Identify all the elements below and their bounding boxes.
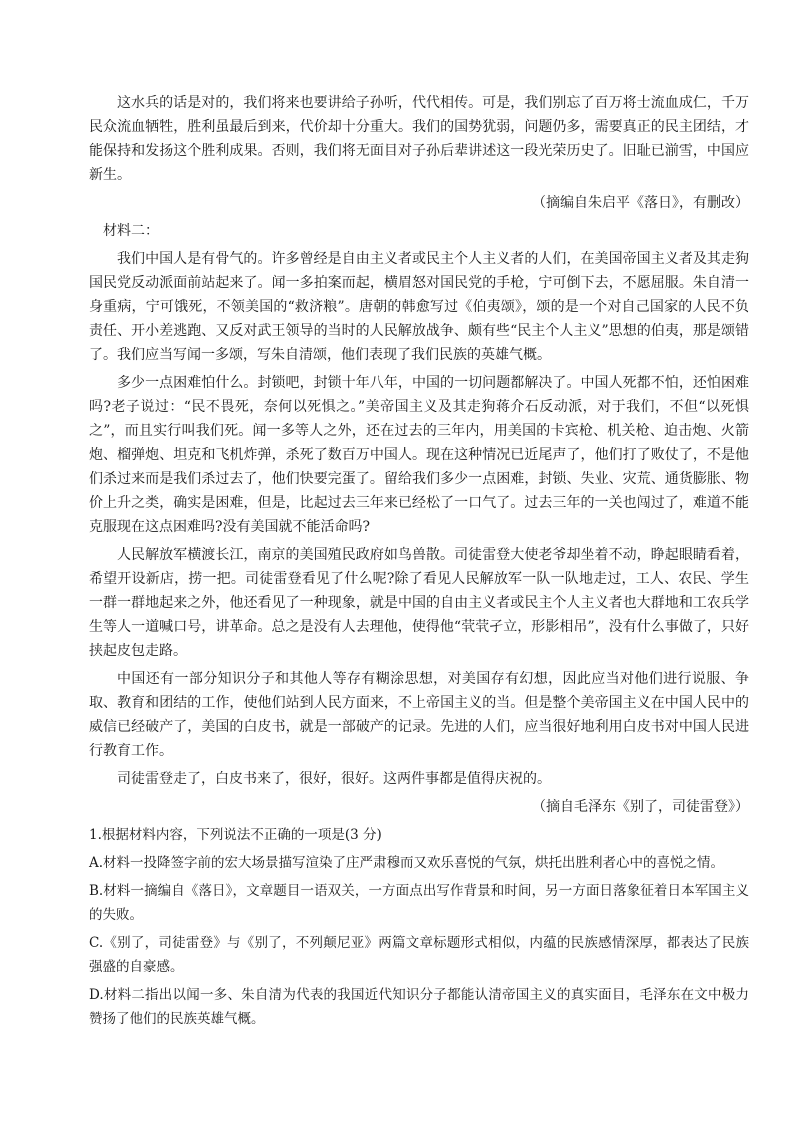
material1-source: （摘编自朱启平《落日》，有删改） xyxy=(532,195,749,211)
material2-paragraph: 我们中国人是有骨气的。许多曾经是自由主义者或民主个人主义者的人们，在美国帝国主义者及其走狗国民党反动派面前站起来了。闻一多拍案而起，横眉怒对国民党的手枪，宁可倒下去，不愿屈服。朱自清一身重病，宁可饿死，不领美国的“救济粮”。唐朝的韩愈写过《伯夷颂》，颂的是一个对自己国家的人民不负责任、开小差逃跑、又反对武王领导的当时的人民解放战争、颇有些“民主个人主义”思想的伯夷，那是颂错了。我们应当写闻一多颂，写朱自清颂，他们表现了我们民族的英雄气概。 xyxy=(89,251,749,363)
material2-paragraph: 司徒雷登走了，白皮书来了，很好，很好。这两件事都是值得庆祝的。 xyxy=(117,771,551,787)
material2-paragraph: 人民解放军横渡长江，南京的美国殖民政府如鸟兽散。司徒雷登大使老爷却坐着不动，睁起眼睛看着，希望开设新店，捞一把。司徒雷登看见了什么呢?除了看见人民解放军一队一队地走过，工人、农民、学生一群一群地起来之外，他还看见了一种现象，就是中国的自由主义者或民主个人主义者也大群地和工农兵学生等人一道喊口号，讲革命。总之是没有人去理他，使得他“茕茕孑立，形影相吊”，没有什么事做了，只好挟起皮包走路。 xyxy=(89,547,749,659)
material1-closing-paragraph: 这水兵的话是对的，我们将来也要讲给子孙听，代代相传。可是，我们别忘了百万将士流血成仁，千万民众流血牺牲，胜利虽最后到来，代价却十分重大。我们的国势犹弱，问题仍多，需要真正的民主团结，才能保持和发扬这个胜利成果。否则，我们将无面目对子孙后辈讲述这一段光荣历史了。旧耻已湔雪，中国应新生。 xyxy=(89,95,749,183)
material2-paragraph: 多少一点困难怕什么。封锁吧，封锁十年八年，中国的一切问题都解决了。中国人死都不怕，还怕困难吗?老子说过：“民不畏死，奈何以死惧之。”美帝国主义及其走狗蒋介石反动派，对于我们，不但“以死惧之”，而且实行叫我们死。闻一多等人之外，还在过去的三年内，用美国的卡宾枪、机关枪、迫击炮、火箭炮、榴弹炮、坦克和飞机炸弹，杀死了数百万中国人。现在这种情况已近尾声了，他们打了败仗了，不是他们杀过来而是我们杀过去了，他们快要完蛋了。留给我们多少一点困难，封锁、失业、灾荒、通货膨胀、物价上升之类，确实是困难，但是，比起过去三年来已经松了一口气了。过去三年的一关也闯过了，难道不能克服现在这点困难吗?没有美国就不能活命吗? xyxy=(89,375,749,535)
question-1-option-d: D.材料二指出以闻一多、朱自清为代表的我国近代知识分子都能认清帝国主义的真实面目，毛泽东在文中极力赞扬了他们的民族英雄气概。 xyxy=(89,987,749,1027)
question-1-stem: 1.根据材料内容，下列说法不正确的一项是(3 分) xyxy=(89,827,382,843)
question-1-option-c: C.《别了，司徒雷登》与《别了，不列颠尼亚》两篇文章标题形式相似，内蕴的民族感情深厚，都表达了民族强盛的自豪感。 xyxy=(89,935,749,975)
question-1-option-a: A.材料一投降签字前的宏大场景描写渲染了庄严肃穆而又欢乐喜悦的气氛，烘托出胜利者心中的喜悦之情。 xyxy=(89,855,725,871)
material2-heading: 材料二： xyxy=(103,223,159,239)
material2-source: （摘自毛泽东《别了，司徒雷登》） xyxy=(532,799,749,815)
material2-paragraph: 中国还有一部分知识分子和其他人等存有糊涂思想，对美国存有幻想，因此应当对他们进行说服、争取、教育和团结的工作，使他们站到人民方面来，不上帝国主义的当。但是整个美帝国主义在中国人民中的威信已经破产了，美国的白皮书，就是一部破产的记录。先进的人们，应当很好地利用白皮书对中国人民进行教育工作。 xyxy=(89,671,749,759)
document-page xyxy=(89,91,749,1035)
question-1-option-b: B.材料一摘编自《落日》，文章题目一语双关，一方面点出写作背景和时间，另一方面日落象征着日本军国主义的失败。 xyxy=(89,883,749,923)
